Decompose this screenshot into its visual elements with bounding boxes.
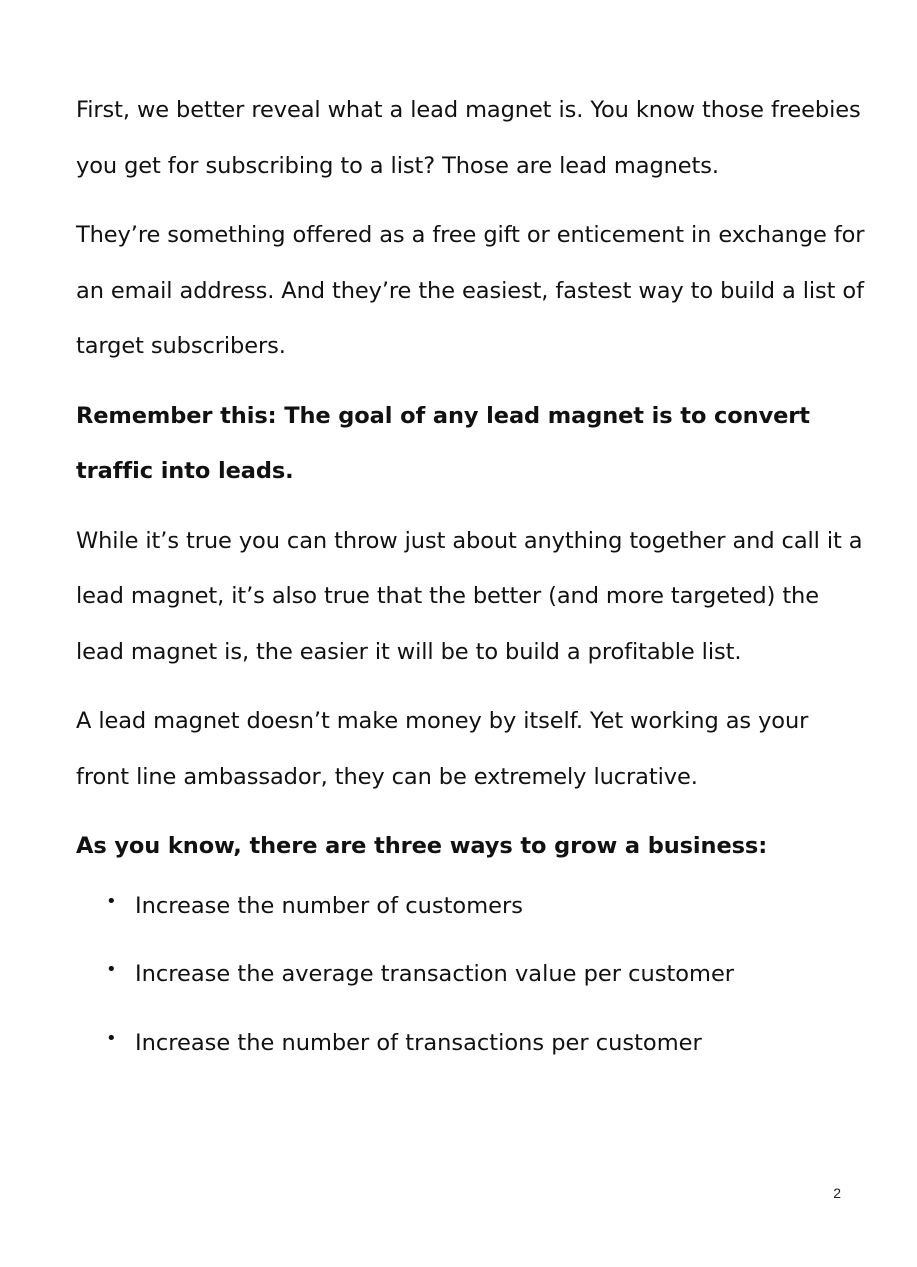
- list-item: [76, 889, 866, 923]
- paragraph-goal-highlight: Remember this: The goal of any lead magnet is to convert traffic into leads.: [76, 402, 810, 484]
- list-item-text: Increase the average transaction value per customer: [135, 961, 735, 987]
- paragraph-three-ways-heading: As you know, there are three ways to grow a business:: [76, 833, 768, 859]
- bullet-icon: •: [106, 890, 117, 912]
- page-number: 2: [833, 1185, 841, 1201]
- page-content: [76, 83, 866, 1094]
- list-item: [76, 1026, 866, 1060]
- paragraph-better-targeted: While it’s true you can throw just about anything together and call it a lead magnet, it’s also true that the better (and more targeted) the lead magnet is, the easier it will be to build a profitable list.: [76, 527, 863, 665]
- bullet-icon: •: [106, 959, 117, 980]
- list-item: [76, 957, 866, 991]
- paragraph-lead-magnet-definition: First, we better reveal what a lead magnet is. You know those freebies you get for subscribing to a list? Those are lead magnets.: [76, 97, 861, 179]
- growth-methods-list: [76, 889, 866, 1060]
- paragraph-ambassador: A lead magnet doesn’t make money by itself. Yet working as your front line ambassador, they can be extremely lucrative.: [76, 708, 809, 790]
- list-item-text: Increase the number of transactions per customer: [135, 1029, 702, 1056]
- list-item-text: Increase the number of customers: [135, 892, 523, 919]
- bullet-icon: •: [106, 1027, 117, 1049]
- paragraph-free-gift: They’re something offered as a free gift or enticement in exchange for an email address. And they’re the easiest, fastest way to build a list of target subscribers.: [76, 222, 865, 359]
